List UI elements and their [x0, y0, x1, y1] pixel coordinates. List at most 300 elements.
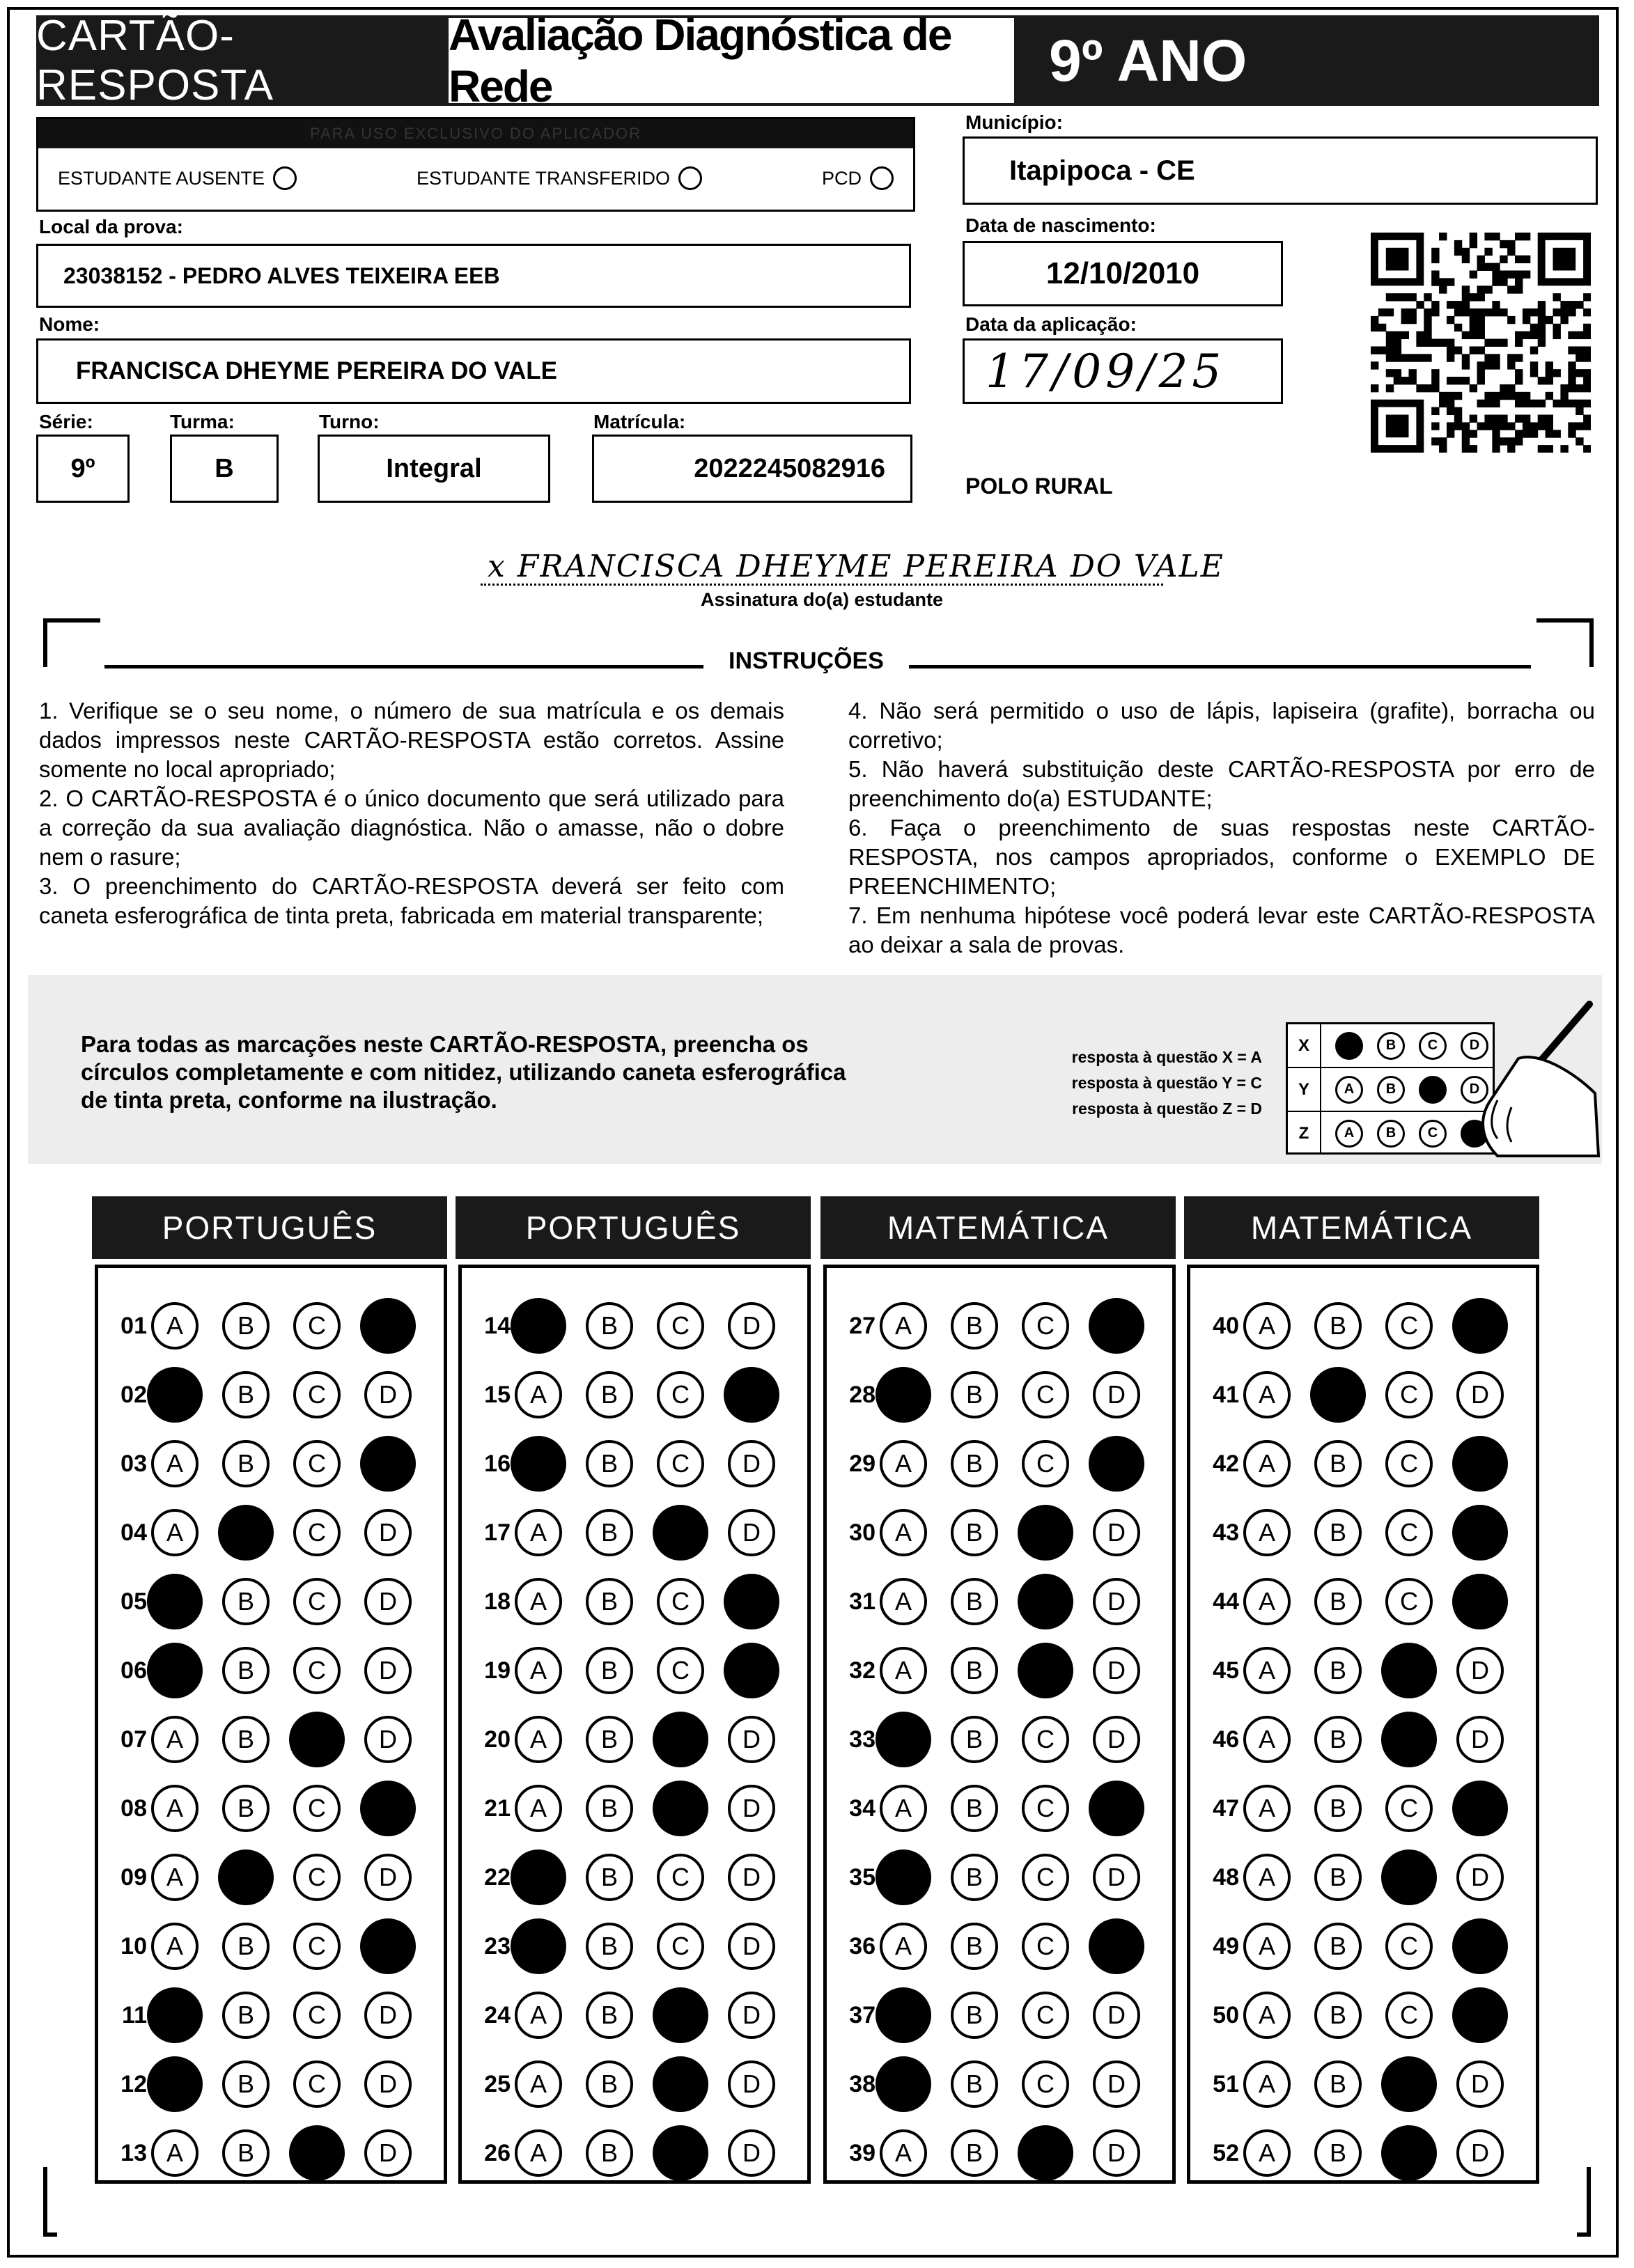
- answer-bubble-c[interactable]: [1018, 1505, 1073, 1561]
- answer-bubble-a[interactable]: A: [151, 1440, 199, 1487]
- answer-bubble-b[interactable]: B: [222, 1647, 270, 1694]
- answer-bubble-a[interactable]: A: [1243, 2129, 1291, 2177]
- answer-bubble-b[interactable]: B: [951, 1647, 998, 1694]
- answer-bubble-b[interactable]: B: [586, 1647, 633, 1694]
- signature-label: Assinatura do(a) estudante: [700, 589, 944, 610]
- question-number: 13: [120, 2139, 147, 2166]
- question-number: 29: [849, 1450, 876, 1477]
- subject-header: PORTUGUÊS: [456, 1196, 811, 1259]
- answer-bubble-b[interactable]: B: [951, 1785, 998, 1832]
- question-number: 12: [120, 2070, 147, 2097]
- answer-bubble-a[interactable]: [511, 1918, 566, 1974]
- answer-bubble-a[interactable]: A: [515, 1716, 562, 1763]
- answer-bubble-a[interactable]: [876, 1987, 931, 2043]
- answer-bubble-d[interactable]: [1089, 1918, 1144, 1974]
- answer-bubble-c[interactable]: C: [1385, 1578, 1433, 1625]
- answer-bubble-d[interactable]: D: [1456, 2060, 1504, 2108]
- answer-bubble-b[interactable]: B: [1314, 2129, 1362, 2177]
- answer-bubble-d[interactable]: [1089, 1298, 1144, 1354]
- answer-bubble-a[interactable]: A: [515, 1509, 562, 1556]
- question-row: [98, 1916, 444, 1976]
- question-row: [98, 1985, 444, 2045]
- answer-bubble-a[interactable]: A: [880, 2129, 927, 2177]
- answer-bubble-a[interactable]: [147, 1367, 203, 1423]
- nascimento-value: 12/10/2010: [963, 241, 1283, 306]
- answer-bubble-b[interactable]: B: [1314, 1440, 1362, 1487]
- answer-bubble-a[interactable]: A: [515, 1647, 562, 1694]
- answer-bubble-c[interactable]: C: [1385, 1923, 1433, 1970]
- answer-bubble-a[interactable]: A: [1243, 1578, 1291, 1625]
- answer-bubble-d[interactable]: D: [728, 1992, 775, 2039]
- answer-bubble-b[interactable]: B: [586, 2129, 633, 2177]
- question-row: [462, 2054, 807, 2114]
- answer-bubble-d[interactable]: [360, 1918, 416, 1974]
- answer-bubble-c[interactable]: C: [1022, 1785, 1069, 1832]
- answer-bubble-b[interactable]: B: [951, 1578, 998, 1625]
- answer-bubble-c[interactable]: C: [293, 1302, 341, 1350]
- question-row: [462, 1503, 807, 1563]
- answer-bubble-d[interactable]: D: [364, 1647, 412, 1694]
- matricula-label: Matrícula:: [593, 411, 686, 432]
- answer-bubble-c[interactable]: [653, 1781, 708, 1836]
- answer-bubble-b[interactable]: B: [222, 2060, 270, 2108]
- answer-bubble-a[interactable]: [147, 1574, 203, 1629]
- transferred-bubble[interactable]: [678, 166, 702, 190]
- answer-bubble-c[interactable]: [1381, 1849, 1437, 1905]
- answer-bubble-a[interactable]: A: [1243, 1509, 1291, 1556]
- answer-bubble-c[interactable]: C: [1022, 1440, 1069, 1487]
- question-number: 06: [120, 1657, 147, 1684]
- answer-column: [458, 1265, 811, 2184]
- answer-bubble-c[interactable]: C: [293, 1992, 341, 2039]
- municipio-label: Município:: [965, 111, 1063, 133]
- answer-bubble-c[interactable]: [653, 1987, 708, 2043]
- answer-bubble-d[interactable]: D: [1456, 1647, 1504, 1694]
- instruction-4: 4. Não será permitido o uso de lápis, lapiseira (grafite), borracha ou corretivo;: [848, 698, 1595, 753]
- answer-bubble-a[interactable]: A: [1243, 1923, 1291, 1970]
- answer-bubble-a[interactable]: A: [515, 2129, 562, 2177]
- answer-bubble-a[interactable]: [876, 1367, 931, 1423]
- answer-bubble-c[interactable]: C: [293, 1578, 341, 1625]
- question-row: [827, 1296, 1172, 1356]
- answer-bubble-a[interactable]: A: [151, 1509, 199, 1556]
- answer-bubble-b[interactable]: B: [1314, 1509, 1362, 1556]
- answer-bubble-d[interactable]: D: [1093, 1509, 1140, 1556]
- answer-bubble-b[interactable]: B: [1314, 1302, 1362, 1350]
- answer-bubble-a[interactable]: [147, 2056, 203, 2112]
- answer-bubble-c[interactable]: C: [1385, 1509, 1433, 1556]
- answer-bubble-c[interactable]: C: [1022, 1923, 1069, 1970]
- question-number: 08: [120, 1794, 147, 1822]
- answer-bubble-d[interactable]: [1452, 1298, 1508, 1354]
- transferred-option[interactable]: [417, 166, 702, 190]
- question-row: [827, 1985, 1172, 2045]
- answer-bubble-d[interactable]: [724, 1574, 779, 1629]
- answer-bubble-b[interactable]: B: [222, 1371, 270, 1418]
- answer-bubble-a[interactable]: A: [880, 1647, 927, 1694]
- answer-bubble-a[interactable]: A: [1243, 1992, 1291, 2039]
- absent-bubble[interactable]: [273, 166, 297, 190]
- turno-value: Integral: [318, 435, 550, 503]
- question-number: 46: [1213, 1726, 1239, 1753]
- answer-bubble-d[interactable]: D: [1093, 1647, 1140, 1694]
- aplicacao-value: 17/09/25: [963, 338, 1283, 404]
- question-number: 20: [484, 1726, 511, 1753]
- answer-bubble-d[interactable]: D: [728, 2060, 775, 2108]
- question-number: 24: [484, 2001, 511, 2028]
- answer-bubble-a[interactable]: A: [151, 1785, 199, 1832]
- answer-bubble-a[interactable]: [511, 1849, 566, 1905]
- answer-bubble-c[interactable]: C: [1385, 1785, 1433, 1832]
- answer-bubble-a[interactable]: A: [1243, 2060, 1291, 2108]
- example-text: Para todas as marcações neste CARTÃO-RESPOSTA, preencha os círculos completamente e com nitidez, utilizando caneta esferográfica de tinta preta, conforme na ilustração.: [81, 1031, 846, 1113]
- question-number: 37: [849, 2001, 876, 2028]
- answer-bubble-c[interactable]: [1018, 1643, 1073, 1698]
- answer-bubble-a[interactable]: A: [1243, 1440, 1291, 1487]
- question-row: [1190, 2054, 1536, 2114]
- question-row: [827, 1847, 1172, 1907]
- answer-bubble-a[interactable]: [147, 1643, 203, 1698]
- answer-bubble-b[interactable]: B: [222, 1578, 270, 1625]
- answer-bubble-a[interactable]: A: [880, 1923, 927, 1970]
- answer-bubble-c[interactable]: C: [1385, 1992, 1433, 2039]
- answer-bubble-d[interactable]: D: [728, 1923, 775, 1970]
- answer-bubble-d[interactable]: D: [364, 2060, 412, 2108]
- answer-bubble-a[interactable]: A: [515, 2060, 562, 2108]
- answer-bubble-d[interactable]: [724, 1367, 779, 1423]
- question-number: 16: [484, 1450, 511, 1477]
- legend-z: resposta à questão Z = D: [1072, 1100, 1262, 1118]
- answer-bubble-c[interactable]: C: [1022, 2060, 1069, 2108]
- answer-bubble-b[interactable]: B: [951, 1371, 998, 1418]
- answer-bubble-c[interactable]: C: [1022, 1302, 1069, 1350]
- answer-bubble-c[interactable]: C: [293, 1923, 341, 1970]
- answer-bubble-a[interactable]: A: [880, 1302, 927, 1350]
- answer-bubble-b[interactable]: B: [1314, 1923, 1362, 1970]
- answer-bubble-a[interactable]: A: [1243, 1785, 1291, 1832]
- example-row-label: X: [1288, 1024, 1321, 1067]
- question-row: [462, 1434, 807, 1494]
- answer-bubble-b[interactable]: B: [586, 2060, 633, 2108]
- answer-bubble-d[interactable]: [1089, 1436, 1144, 1492]
- answer-bubble-c[interactable]: [1381, 2056, 1437, 2112]
- answer-bubble-c[interactable]: C: [657, 1647, 704, 1694]
- question-number: 17: [484, 1519, 511, 1546]
- subject-header: PORTUGUÊS: [92, 1196, 447, 1259]
- answer-bubble-d[interactable]: D: [364, 1716, 412, 1763]
- answer-bubble-d[interactable]: D: [728, 1854, 775, 1901]
- answer-bubble-b[interactable]: B: [951, 2060, 998, 2108]
- corner-top-left: [43, 618, 100, 667]
- question-number: 19: [484, 1657, 511, 1684]
- local-value: 23038152 - PEDRO ALVES TEIXEIRA EEB: [36, 244, 911, 308]
- answer-bubble-d[interactable]: D: [1093, 2060, 1140, 2108]
- answer-bubble-c[interactable]: C: [657, 1371, 704, 1418]
- answer-bubble-d[interactable]: D: [728, 1785, 775, 1832]
- answer-bubble-b[interactable]: B: [951, 1854, 998, 1901]
- question-row: [462, 1847, 807, 1907]
- question-number: 52: [1213, 2139, 1239, 2166]
- answer-bubble-c[interactable]: [653, 2056, 708, 2112]
- answer-bubble-b[interactable]: B: [586, 1302, 633, 1350]
- corner-top-right: [1536, 618, 1594, 667]
- answer-bubble-c[interactable]: C: [293, 1509, 341, 1556]
- answer-bubble-b[interactable]: B: [586, 1716, 633, 1763]
- local-label: Local da prova:: [39, 216, 183, 237]
- answer-bubble-b[interactable]: B: [1314, 1578, 1362, 1625]
- answer-bubble-c[interactable]: [1018, 1574, 1073, 1629]
- answer-bubble-d[interactable]: [1452, 1918, 1508, 1974]
- answer-bubble-d[interactable]: D: [364, 1509, 412, 1556]
- answer-bubble-b[interactable]: B: [1314, 1716, 1362, 1763]
- answer-bubble-c[interactable]: C: [657, 1923, 704, 1970]
- answer-bubble-a[interactable]: [876, 1712, 931, 1767]
- answer-bubble-b[interactable]: B: [951, 1923, 998, 1970]
- answer-bubble-d[interactable]: D: [1093, 1992, 1140, 2039]
- answer-bubble-a[interactable]: A: [1243, 1647, 1291, 1694]
- answer-bubble-d[interactable]: D: [728, 1440, 775, 1487]
- answer-bubble-b[interactable]: [1310, 1367, 1366, 1423]
- question-number: 10: [120, 1932, 147, 1960]
- answer-bubble-d[interactable]: D: [728, 1302, 775, 1350]
- answer-bubble-b[interactable]: B: [586, 1578, 633, 1625]
- answer-bubble-a[interactable]: [511, 1298, 566, 1354]
- answer-bubble-b[interactable]: B: [586, 1440, 633, 1487]
- question-row: [827, 1434, 1172, 1494]
- answer-bubble-b[interactable]: B: [586, 1509, 633, 1556]
- question-number: 27: [849, 1312, 876, 1339]
- question-row: [98, 1778, 444, 1838]
- answer-bubble-b[interactable]: B: [222, 1923, 270, 1970]
- answer-bubble-d[interactable]: D: [728, 2129, 775, 2177]
- question-number: 35: [849, 1863, 876, 1891]
- answer-bubble-b[interactable]: B: [951, 1509, 998, 1556]
- answer-bubble-d[interactable]: [1089, 1781, 1144, 1836]
- instruction-3: 3. O preenchimento do CARTÃO-RESPOSTA deverá ser feito com caneta esferográfica de tinta preta, fabricada em material transparente;: [39, 873, 784, 928]
- question-row: [827, 2123, 1172, 2183]
- question-number: 43: [1213, 1519, 1239, 1546]
- answer-bubble-b[interactable]: B: [1314, 1647, 1362, 1694]
- answer-bubble-b[interactable]: B: [951, 1716, 998, 1763]
- answer-bubble-c[interactable]: C: [1022, 1716, 1069, 1763]
- answer-bubble-d[interactable]: D: [1456, 2129, 1504, 2177]
- answer-bubble-a[interactable]: A: [1243, 1371, 1291, 1418]
- applicator-header: PARA USO EXCLUSIVO DO APLICADOR: [38, 119, 913, 148]
- answer-bubble-c[interactable]: C: [293, 1785, 341, 1832]
- answer-bubble-d[interactable]: D: [364, 1992, 412, 2039]
- instructions-left: [39, 696, 784, 930]
- answer-bubble-d[interactable]: [360, 1436, 416, 1492]
- answer-bubble-a[interactable]: A: [151, 1923, 199, 1970]
- answer-bubble-b[interactable]: B: [951, 2129, 998, 2177]
- answer-bubble-a[interactable]: A: [151, 2129, 199, 2177]
- answer-bubble-d[interactable]: D: [728, 1509, 775, 1556]
- answer-bubble-c[interactable]: C: [293, 1647, 341, 1694]
- answer-bubble-d[interactable]: [1452, 1505, 1508, 1561]
- answer-bubble-b[interactable]: B: [222, 1440, 270, 1487]
- answer-bubble-b[interactable]: B: [1314, 2060, 1362, 2108]
- question-row: [1190, 1365, 1536, 1425]
- answer-bubble-c[interactable]: C: [1385, 1371, 1433, 1418]
- question-row: [827, 1710, 1172, 1769]
- question-row: [98, 1572, 444, 1632]
- answer-bubble-a[interactable]: [147, 1987, 203, 2043]
- answer-bubble-a[interactable]: [876, 2056, 931, 2112]
- answer-bubble-d[interactable]: D: [1456, 1716, 1504, 1763]
- answer-bubble-c[interactable]: C: [657, 1302, 704, 1350]
- answer-bubble-b[interactable]: B: [1314, 1785, 1362, 1832]
- pcd-label: PCD: [821, 167, 862, 189]
- answer-bubble-c[interactable]: C: [1385, 1440, 1433, 1487]
- answer-bubble-b[interactable]: B: [951, 1440, 998, 1487]
- question-row: [98, 2054, 444, 2114]
- absent-option[interactable]: [58, 166, 297, 190]
- answer-bubble-c[interactable]: [1381, 1643, 1437, 1698]
- question-row: [98, 1641, 444, 1700]
- answer-bubble-d[interactable]: D: [728, 1716, 775, 1763]
- answer-bubble-a[interactable]: A: [1243, 1854, 1291, 1901]
- answer-bubble-d[interactable]: D: [364, 1854, 412, 1901]
- answer-bubble-b[interactable]: B: [222, 1716, 270, 1763]
- question-row: [98, 1710, 444, 1769]
- answer-bubble-b[interactable]: [218, 1505, 274, 1561]
- question-row: [98, 1434, 444, 1494]
- instruction-5: 5. Não haverá substituição deste CARTÃO-RESPOSTA por erro de preenchimento do(a) ESTUDANTE;: [848, 756, 1595, 811]
- pcd-bubble[interactable]: [870, 166, 894, 190]
- question-row: [1190, 1434, 1536, 1494]
- question-number: 05: [120, 1588, 147, 1615]
- answer-bubble-c[interactable]: [653, 2125, 708, 2181]
- answer-bubble-b[interactable]: B: [1314, 1854, 1362, 1901]
- answer-bubble-a[interactable]: A: [515, 1578, 562, 1625]
- answer-bubble-d[interactable]: [724, 1643, 779, 1698]
- answer-bubble-b[interactable]: B: [222, 1992, 270, 2039]
- answer-bubble-c[interactable]: C: [657, 1854, 704, 1901]
- answer-bubble-d[interactable]: D: [1093, 1578, 1140, 1625]
- answer-bubble-b[interactable]: B: [222, 1785, 270, 1832]
- answer-bubble-a[interactable]: A: [151, 1716, 199, 1763]
- answer-bubble-c[interactable]: C: [293, 1854, 341, 1901]
- answer-bubble-c[interactable]: C: [1022, 1371, 1069, 1418]
- polo-label: POLO RURAL: [965, 474, 1113, 499]
- answer-bubble-c[interactable]: C: [657, 1440, 704, 1487]
- question-number: 33: [849, 1726, 876, 1753]
- answer-bubble-c[interactable]: C: [293, 1371, 341, 1418]
- question-number: 02: [120, 1381, 147, 1408]
- serie-label: Série:: [39, 411, 93, 432]
- answer-bubble-d[interactable]: [1452, 1781, 1508, 1836]
- example-bubble: B: [1377, 1032, 1405, 1060]
- answer-bubble-c[interactable]: [1381, 1712, 1437, 1767]
- answer-bubble-c[interactable]: [653, 1505, 708, 1561]
- pcd-option[interactable]: [822, 166, 894, 190]
- answer-bubble-a[interactable]: A: [515, 1371, 562, 1418]
- answer-bubble-a[interactable]: A: [151, 1302, 199, 1350]
- answer-bubble-b[interactable]: B: [222, 1302, 270, 1350]
- answer-bubble-d[interactable]: D: [1456, 1371, 1504, 1418]
- answer-bubble-d[interactable]: [360, 1298, 416, 1354]
- answer-bubble-d[interactable]: [360, 1781, 416, 1836]
- question-row: [1190, 1296, 1536, 1356]
- answer-bubble-d[interactable]: D: [1093, 1854, 1140, 1901]
- answer-bubble-c[interactable]: [1018, 2125, 1073, 2181]
- question-number: 32: [849, 1657, 876, 1684]
- answer-bubble-c[interactable]: [653, 1712, 708, 1767]
- answer-bubble-a[interactable]: [876, 1849, 931, 1905]
- answer-bubble-d[interactable]: D: [364, 1371, 412, 1418]
- answer-bubble-d[interactable]: D: [1093, 2129, 1140, 2177]
- answer-bubble-d[interactable]: D: [1093, 1371, 1140, 1418]
- answer-bubble-c[interactable]: C: [293, 2060, 341, 2108]
- answer-bubble-d[interactable]: D: [1456, 1854, 1504, 1901]
- answer-bubble-b[interactable]: B: [586, 1992, 633, 2039]
- answer-bubble-a[interactable]: [511, 1436, 566, 1492]
- answer-bubble-b[interactable]: B: [222, 2129, 270, 2177]
- question-number: 01: [120, 1312, 147, 1339]
- question-row: [827, 2054, 1172, 2114]
- answer-bubble-c[interactable]: C: [293, 1440, 341, 1487]
- question-row: [827, 1778, 1172, 1838]
- serie-value: 9º: [36, 435, 130, 503]
- answer-bubble-b[interactable]: B: [586, 1785, 633, 1832]
- answer-bubble-a[interactable]: A: [151, 1854, 199, 1901]
- answer-bubble-c[interactable]: [289, 1712, 345, 1767]
- answer-bubble-b[interactable]: B: [586, 1923, 633, 1970]
- answer-bubble-a[interactable]: A: [515, 1785, 562, 1832]
- answer-bubble-c[interactable]: C: [1022, 1992, 1069, 2039]
- absent-label: ESTUDANTE AUSENTE: [58, 167, 265, 189]
- answer-bubble-c[interactable]: [289, 2125, 345, 2181]
- answer-bubble-a[interactable]: A: [880, 1509, 927, 1556]
- answer-bubble-c[interactable]: [1381, 2125, 1437, 2181]
- answer-bubble-a[interactable]: A: [1243, 1302, 1291, 1350]
- subject-header: MATEMÁTICA: [820, 1196, 1176, 1259]
- answer-bubble-d[interactable]: D: [1093, 1716, 1140, 1763]
- answer-bubble-a[interactable]: A: [880, 1440, 927, 1487]
- corner-bottom-right: [1577, 2167, 1591, 2237]
- municipio-value: Itapipoca - CE: [963, 136, 1598, 205]
- answer-bubble-a[interactable]: A: [880, 1578, 927, 1625]
- answer-bubble-d[interactable]: [1452, 1987, 1508, 2043]
- answer-bubble-d[interactable]: [1452, 1574, 1508, 1629]
- answer-bubble-b[interactable]: B: [951, 1302, 998, 1350]
- answer-bubble-d[interactable]: [1452, 1436, 1508, 1492]
- turno-label: Turno:: [319, 411, 380, 432]
- answer-bubble-b[interactable]: B: [586, 1854, 633, 1901]
- turma-value: B: [170, 435, 279, 503]
- instruction-2: 2. O CARTÃO-RESPOSTA é o único documento que será utilizado para a correção da sua avaliação diagnóstica. Não o amasse, não o dobre nem o rasure;: [39, 785, 784, 870]
- answer-bubble-b[interactable]: B: [586, 1371, 633, 1418]
- answer-bubble-c[interactable]: C: [657, 1578, 704, 1625]
- answer-bubble-b[interactable]: B: [1314, 1992, 1362, 2039]
- legend-y: resposta à questão Y = C: [1071, 1074, 1262, 1092]
- answer-bubble-c[interactable]: C: [1022, 1854, 1069, 1901]
- answer-bubble-a[interactable]: A: [1243, 1716, 1291, 1763]
- instruction-1: 1. Verifique se o seu nome, o número de sua matrícula e os demais dados impressos neste CARTÃO-RESPOSTA estão corretos. Assine somente no local apropriado;: [39, 698, 784, 782]
- answer-bubble-d[interactable]: D: [364, 2129, 412, 2177]
- answer-bubble-c[interactable]: C: [1385, 1302, 1433, 1350]
- answer-bubble-b[interactable]: B: [951, 1992, 998, 2039]
- question-number: 25: [484, 2070, 511, 2097]
- example-bubble: D: [1461, 1032, 1488, 1060]
- answer-bubble-a[interactable]: A: [515, 1992, 562, 2039]
- answer-bubble-b[interactable]: [218, 1849, 274, 1905]
- answer-bubble-a[interactable]: A: [880, 1785, 927, 1832]
- question-number: 48: [1213, 1863, 1239, 1891]
- answer-column: [95, 1265, 447, 2184]
- answer-bubble-d[interactable]: D: [364, 1578, 412, 1625]
- question-number: 15: [484, 1381, 511, 1408]
